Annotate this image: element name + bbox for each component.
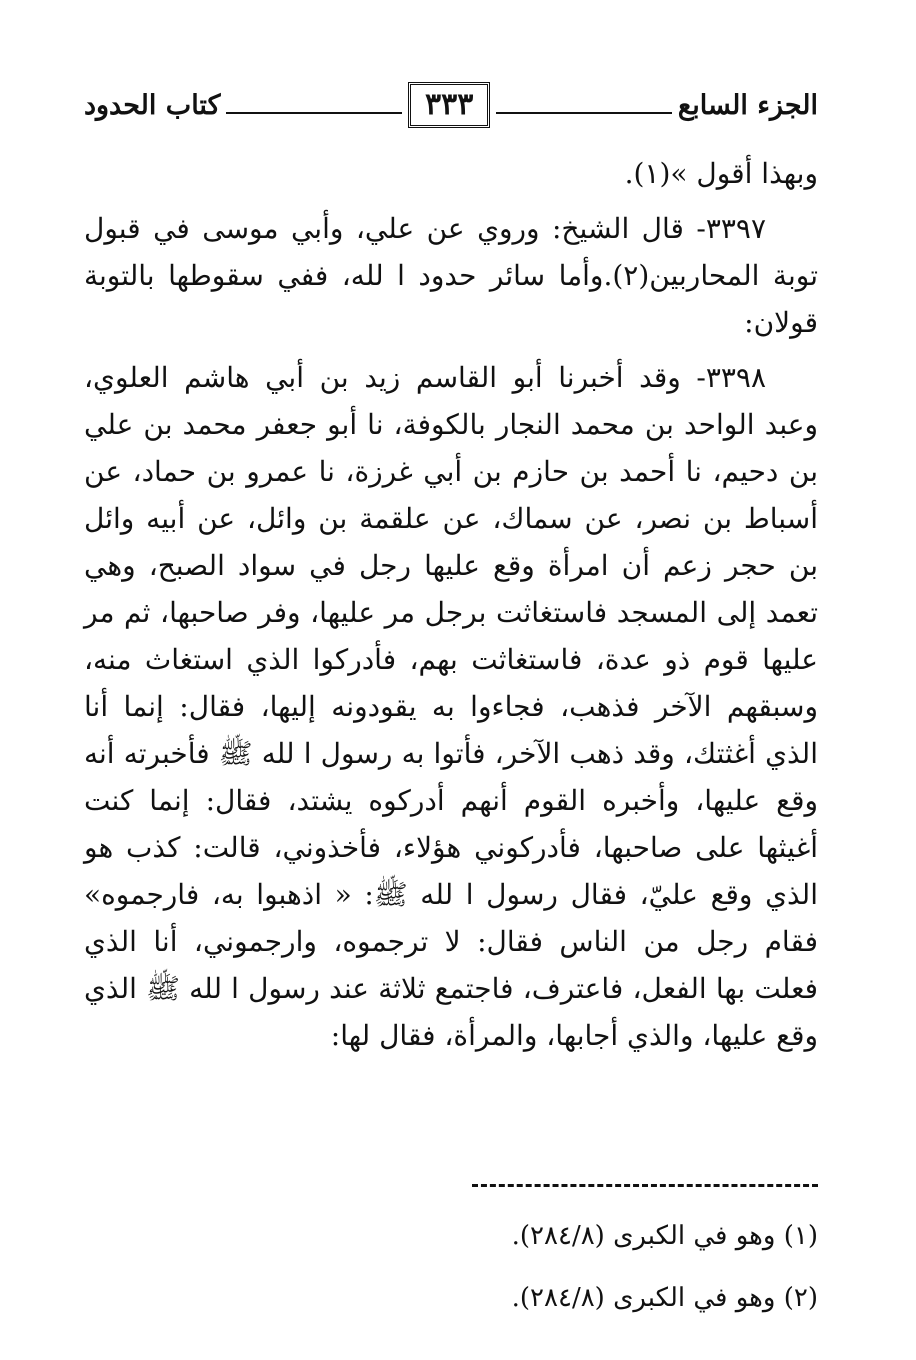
- paragraph: ٣٣٩٨- وقد أخبرنا أبو القاسم زيد بن أبي هاشم العلوي، وعبد الواحد بن محمد النجار بالكوفة، نا أبو جعفر محمد بن علي بن دحيم، نا أحمد بن حازم بن أبي غرزة، نا عمرو بن حماد، عن أسباط بن نصر، عن سماك، عن علقمة بن وائل، عن أبيه وائل بن حجر زعم أن امرأة وقع عليها رجل في سواد الصبح، وهي تعمد إلى المسجد فاستغاثت برجل مر عليها، وفر صاحبها، ثم مر عليها قوم ذو عدة، فاستغاثت بهم، فأدركوا الذي استغاث منه، وسبقهم الآخر فذهب، فجاءوا به يقودونه إليها، فقال: إنما أنا الذي أغثتك، وقد ذهب الآخر، فأتوا به رسول ا لله ﷺ فأخبرته أنه وقع عليها، وأخبره القوم أنهم أدركوه يشتد، فقال: إنما كنت أغيثها على صاحبها، فأدركوني هؤلاء، فأخذوني، قالت: كذب هو الذي وقع عليّ، فقال رسول ا لله ﷺ: « اذهبوا به، فارجموه» فقام رجل من الناس فقال: لا ترجموه، وارجموني، أنا الذي فعلت بها الفعل، فاعترف، فاجتمع ثلاثة عند رسول ا لله ﷺ الذي وقع عليها، والذي أجابها، والمرأة، فقال لها:: [84, 361, 818, 1052]
- book-title: كتاب الحدود: [83, 89, 221, 121]
- footnotes: [84, 1205, 818, 1329]
- paragraph: وبهذا أقول »(١).: [624, 157, 818, 190]
- header-rule-left: [226, 112, 402, 114]
- paragraph: ٣٣٩٧- قال الشيخ: وروي عن علي، وأبي موسى في قبول توبة المحاربين(٢).وأما سائر حدود ا لله، ففي سقوطها بالتوبة قولان:: [84, 212, 818, 339]
- footnote-separator: [472, 1184, 818, 1187]
- footnote: (٢) وهو في الكبرى (٢٨٤/٨).: [511, 1283, 818, 1313]
- volume-label: الجزء السابع: [677, 89, 818, 121]
- header-rule-right: [496, 112, 672, 114]
- main-text: [84, 150, 818, 1059]
- page-header: [84, 80, 818, 130]
- footnote: (١) وهو في الكبرى (٢٨٤/٨).: [511, 1221, 818, 1251]
- page-number: ٣٣٣: [408, 82, 490, 128]
